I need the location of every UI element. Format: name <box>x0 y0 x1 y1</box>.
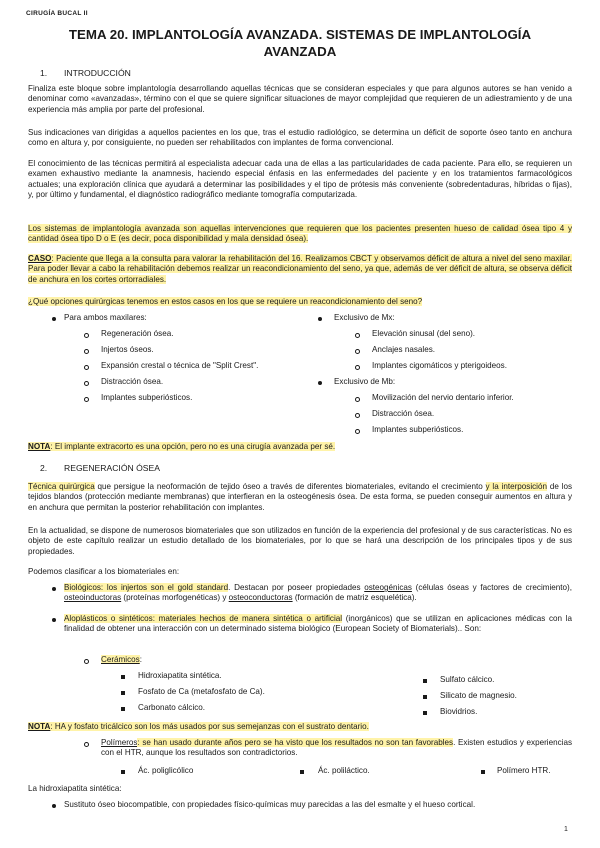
list-item: Silicato de magnesio. <box>440 691 517 700</box>
list-item: Sustituto óseo biocompatible, con propiedades físico-químicas muy parecidas a las del esmalte y el hueso cortical. <box>64 800 476 809</box>
list-item: Movilización del nervio dentario inferior. <box>372 393 514 402</box>
list-item: Ác. poliláctico. <box>318 766 370 775</box>
paragraph-regeneration-1: Técnica quirúrgica que persigue la neoformación de tejido óseo a través de diferentes biomateriales, evitando el crecimiento y la interposición de los tejidos blandos (protección mediante membranas) que interfieran en la osteogénesis ósea. De esta forma, se pueden conseguir aumentos en altura y en anchura que permitan la posterior rehabilitación con implantes. <box>28 482 572 512</box>
list-item: Polímero HTR. <box>497 766 551 775</box>
list-item: Biovidrios. <box>440 707 478 716</box>
bullet-dot <box>318 317 322 321</box>
bullet-circle <box>84 381 89 386</box>
bullet-circle <box>355 365 360 370</box>
note-label: NOTA <box>28 442 51 451</box>
list-title-mandible: Exclusivo de Mb: <box>334 377 396 386</box>
list-item: Elevación sinusal (del seno). <box>372 329 476 338</box>
list-item: Distracción ósea. <box>101 377 164 386</box>
bullet-dot <box>52 618 56 622</box>
paragraph-intro-1: Finaliza este bloque sobre implantología desarrollando aquellas técnicas que se consideran especiales y que para algunos autores se han venido a denominar como «avanzadas», término con el que se quiere significar situaciones de mayor complejidad que requieren de un adiestramiento y de una experiencia más amplia por parte del profesional. <box>28 84 572 114</box>
section-number: 1. <box>40 68 48 78</box>
bullet-square <box>121 675 125 679</box>
question-text <box>28 297 572 307</box>
case-text: : Paciente que llega a la consulta para valorar la rehabilitación del 16. Realizamos CBCT y observamos déficit de altura a nivel del seno maxilar. Para poder llevar a cabo la rehabilitación debemos realizar un reacondicionamiento del seno, ya que, además de ver déficit de altura, se observa déficit de anchura en los cortes ortorradiales. <box>28 254 572 284</box>
list-item: Regeneración ósea. <box>101 329 174 338</box>
bullet-circle <box>84 397 89 402</box>
polymers-text: Polímeros: se han usado durante años pero se ha visto que los resultados no son tan favorables. Existen estudios y experiencias con el HTR, aunque los resultados son contradictorios. <box>101 738 572 758</box>
document-title: TEMA 20. IMPLANTOLOGÍA AVANZADA. SISTEMAS DE IMPLANTOLOGÍA AVANZADA <box>68 27 532 59</box>
highlighted-question: ¿Qué opciones quirúrgicas tenemos en estos casos en los que se requiere un reacondicionamiento del seno? <box>28 297 423 306</box>
paragraph-classification: Podemos clasificar a los biomateriales en: <box>28 567 180 576</box>
list-item: Anclajes nasales. <box>372 345 435 354</box>
paragraph-intro-4 <box>28 224 572 245</box>
bullet-circle <box>84 742 89 747</box>
section-heading-1 <box>40 68 131 79</box>
paragraph-intro-3: El conocimiento de las técnicas permitirá al especialista adecuar cada una de ellas a las particularidades de cada paciente. Para ello, se requieren un examen exhaustivo mediante la anamnesis, haciendo especial énfasis en las enfermedades del paciente y en los tratamientos farmacológicos actuales; una exploración clínica que ayudará a determinar las posibilidades y el tipo de prótesis más conveniente (sobredentaduras, híbridas o fijas), y, por último y fundamental, el diagnóstico radiográfico mediante tomografía computarizada. <box>28 159 572 200</box>
list-item: Implantes subperiósticos. <box>372 425 464 434</box>
note-extra-short-implant <box>28 442 572 452</box>
bullet-square <box>423 695 427 699</box>
bullet-circle <box>84 349 89 354</box>
bullet-square <box>121 707 125 711</box>
list-item: Carbonato cálcico. <box>138 703 206 712</box>
bullet-square <box>121 770 125 774</box>
list-item: Hidroxiapatita sintética. <box>138 671 222 680</box>
list-item: Implantes subperiósticos. <box>101 393 193 402</box>
bullet-circle <box>84 333 89 338</box>
note-text: : HA y fosfato tricálcico son los más usados por sus semejanzas con el sustrato dentario. <box>50 722 369 731</box>
bullet-dot <box>52 804 56 808</box>
section-title: INTRODUCCIÓN <box>64 68 131 78</box>
section-heading-2 <box>40 463 160 474</box>
paragraph-case <box>28 254 572 285</box>
case-label: CASO <box>28 254 52 263</box>
list-item: Fosfato de Ca (metafosfato de Ca). <box>138 687 265 696</box>
bullet-dot <box>52 587 56 591</box>
bullet-square <box>423 679 427 683</box>
bullet-dot <box>52 317 56 321</box>
bullet-square <box>121 691 125 695</box>
bullet-circle <box>355 429 360 434</box>
bullet-circle <box>355 349 360 354</box>
bullet-square <box>300 770 304 774</box>
paragraph-regeneration-2: En la actualidad, se dispone de numerosos biomateriales que son utilizados en función de la experiencia del profesional y de sus características. No es objeto de este capítulo realizar un estudio detallado de los biomateriales, por lo que se hará una descripción de los principales tipos y de sus propiedades. <box>28 526 572 556</box>
bullet-square <box>481 770 485 774</box>
list-item: Implantes cigomáticos y pterigoideos. <box>372 361 507 370</box>
paragraph-hydroxyapatite: La hidroxiapatita sintética: <box>28 784 122 793</box>
paragraph-intro-2: Sus indicaciones van dirigidas a aquellos pacientes en los que, tras el estudio radiológico, se determina un déficit de soporte óseo tanto en anchura como en altura y, por consiguiente, no pueden ser rehabilitados con implantes de forma convencional. <box>28 128 572 148</box>
note-text: : El implante extracorto es una opción, pero no es una cirugía avanzada per sé. <box>50 442 336 451</box>
bullet-circle <box>84 659 89 664</box>
list-item: Sulfato cálcico. <box>440 675 495 684</box>
bullet-circle <box>355 333 360 338</box>
biomaterial-alloplastic: Aloplásticos o sintéticos: materiales hechos de manera sintética o artificial (inorgánicos) que se utilizan en aplicaciones médicas con la finalidad de obtener una interacción con un determinado sistema biológico (European Society of Biomaterials).. Son: <box>64 614 572 634</box>
note-label: NOTA <box>28 722 51 731</box>
running-header: CIRUGÍA BUCAL II <box>26 10 88 17</box>
bullet-circle <box>355 397 360 402</box>
list-item: Ác. poliglicólico <box>138 766 194 775</box>
bullet-square <box>423 711 427 715</box>
list-item: Expansión crestal o técnica de "Split Crest". <box>101 361 259 370</box>
highlighted-text: Los sistemas de implantología avanzada son aquellas intervenciones que requieren que los pacientes presenten hueso de calidad ósea tipo 4 y cantidad ósea tipo D o E (es decir, poca disponibilidad y mala densidad ósea). <box>28 224 572 244</box>
page-number: 1 <box>564 826 568 833</box>
bullet-circle <box>84 365 89 370</box>
section-number: 2. <box>40 463 48 473</box>
biomaterial-biological: Biológicos: los injertos son el gold standard. Destacan por poseer propiedades osteogénicas (células óseas y factores de crecimiento), osteoinductoras (proteínas morfogenéticas) y osteoconductoras (formación de matriz esquelética). <box>64 583 572 603</box>
note-ha-phosphate <box>28 722 572 732</box>
bullet-circle <box>355 413 360 418</box>
ceramics-heading: Cerámicos: <box>101 655 142 664</box>
list-item: Distracción ósea. <box>372 409 435 418</box>
bullet-dot <box>318 381 322 385</box>
list-item: Injertos óseos. <box>101 345 154 354</box>
list-title-maxilla: Exclusivo de Mx: <box>334 313 395 322</box>
list-title-both-jaws: Para ambos maxilares: <box>64 313 147 322</box>
section-title: REGENERACIÓN ÓSEA <box>64 463 160 473</box>
